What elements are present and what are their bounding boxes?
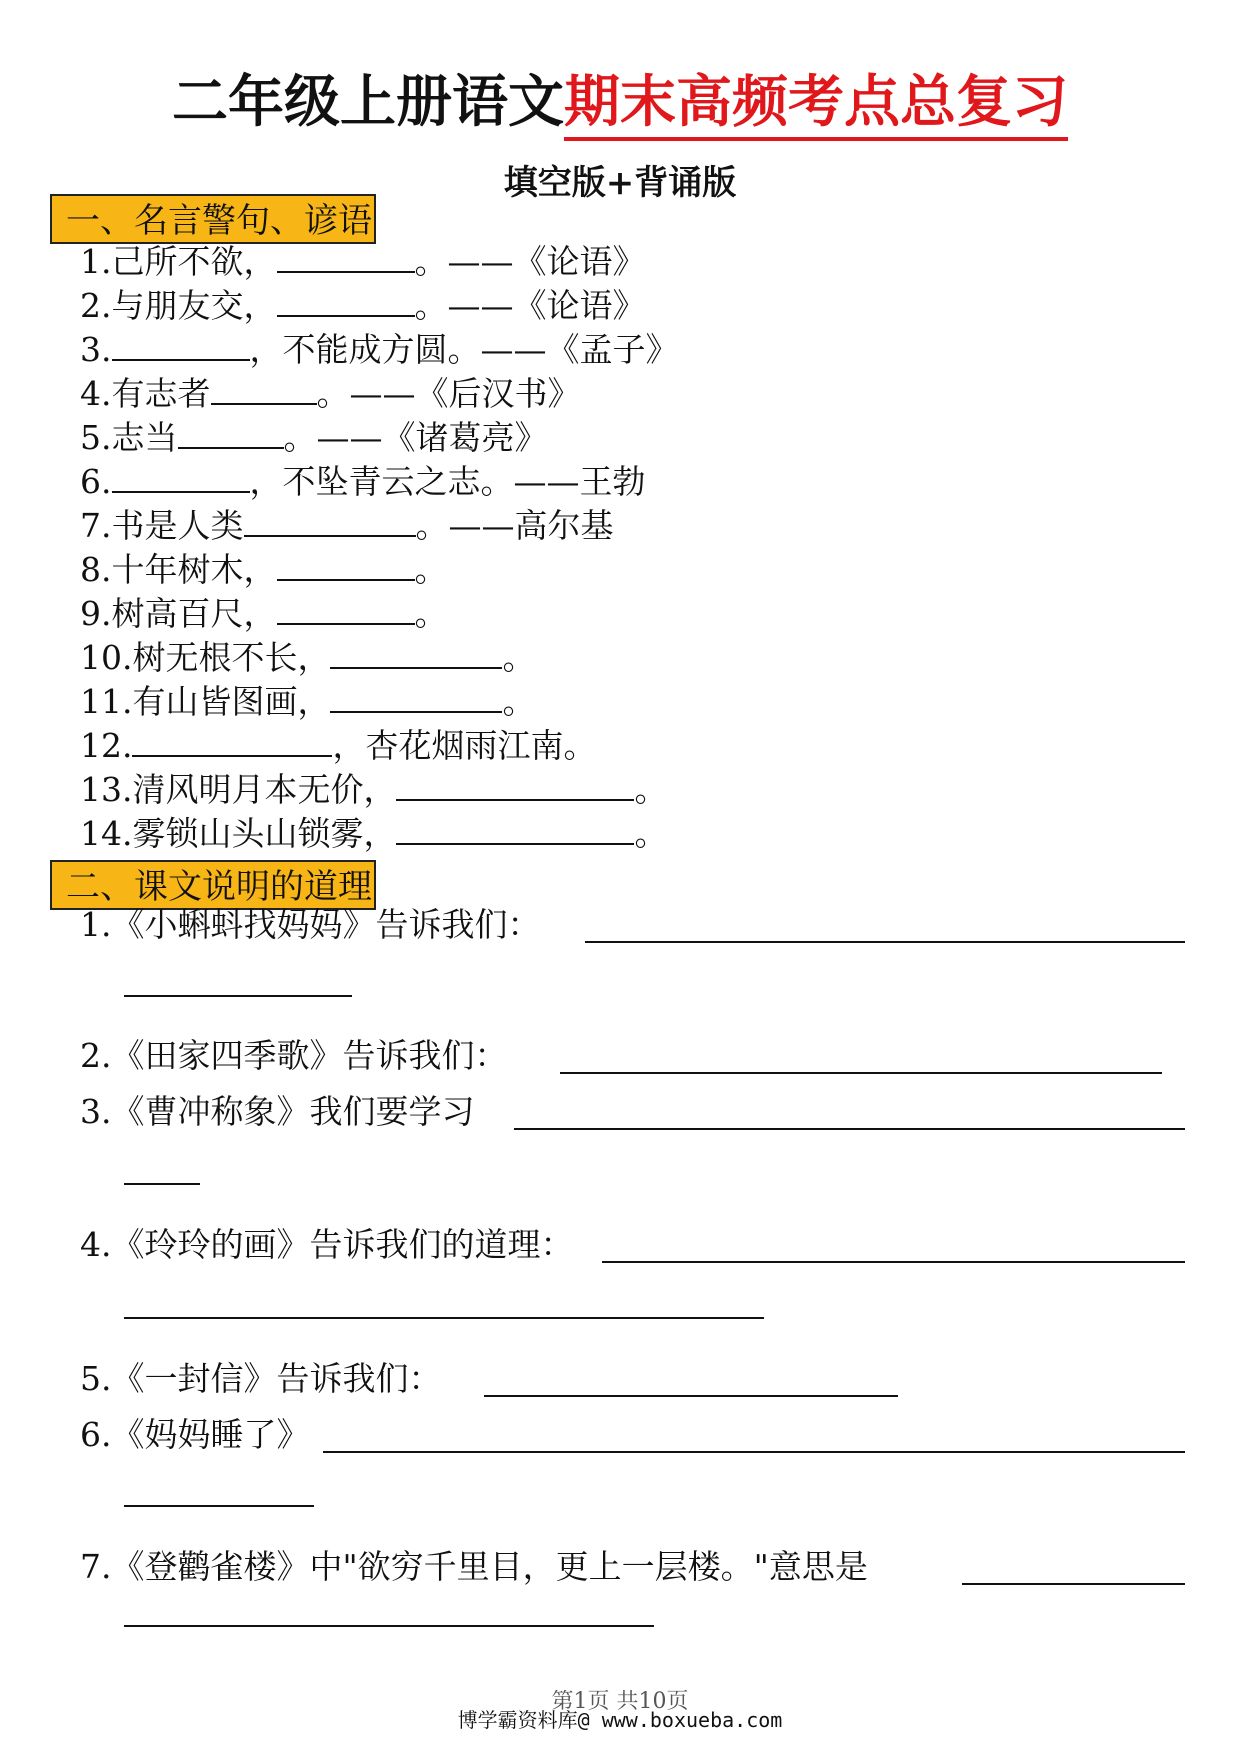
fill-in-item [80, 372, 581, 416]
answer-blank[interactable] [112, 329, 250, 361]
item-text: 9.树高百尺， [80, 594, 277, 633]
item-text: 。 [634, 814, 668, 853]
item-text: ，不坠青云之志。——王勃 [249, 462, 646, 501]
fill-in-item [80, 724, 596, 768]
answer-blank[interactable] [330, 637, 502, 669]
answer-line[interactable] [124, 1317, 764, 1319]
answer-blank[interactable] [277, 549, 415, 581]
lesson-item [80, 1545, 868, 1589]
lesson-item [80, 903, 541, 947]
source-watermark: 博学霸资料库@ www.boxueba.com [457, 1708, 783, 1732]
answer-blank[interactable] [277, 593, 415, 625]
lesson-item [80, 1223, 574, 1267]
item-text: 7.书是人类 [80, 506, 244, 545]
fill-in-item [80, 768, 667, 812]
item-text: 1.己所不欲， [80, 242, 277, 281]
fill-in-item [80, 284, 646, 328]
title-red: 期末高频考点总复习 [564, 70, 1068, 141]
answer-blank[interactable] [277, 241, 415, 273]
fill-in-item [80, 636, 535, 680]
item-text: 。——《论语》 [414, 242, 646, 281]
item-text: 4.有志者 [80, 374, 211, 413]
item-text: 3.《曹冲称象》我们要学习 [80, 1092, 475, 1131]
answer-line[interactable] [560, 1072, 1162, 1074]
item-text: 。 [502, 638, 536, 677]
item-text: 12. [80, 726, 133, 765]
item-text: 2.与朋友交， [80, 286, 277, 325]
item-text: 5.《一封信》告诉我们： [80, 1359, 442, 1398]
lesson-item [80, 1034, 508, 1078]
answer-line[interactable] [124, 1505, 314, 1507]
item-text: 3. [80, 330, 112, 369]
lesson-item [80, 1413, 310, 1457]
item-text: 6.《妈妈睡了》 [80, 1415, 310, 1454]
answer-blank[interactable] [277, 285, 415, 317]
item-text: 10.树无根不长， [80, 638, 331, 677]
item-text: 。 [414, 594, 448, 633]
fill-in-item [80, 240, 646, 284]
fill-in-item [80, 504, 614, 548]
answer-blank[interactable] [178, 417, 284, 449]
answer-blank[interactable] [211, 373, 317, 405]
item-text: ，杏花烟雨江南。 [332, 726, 597, 765]
fill-in-item [80, 328, 679, 372]
item-text: 7.《登鹳雀楼》中"欲穷千里目，更上一层楼。"意思是 [80, 1547, 868, 1586]
item-text: 6. [80, 462, 112, 501]
section-heading-proverbs: 一、名言警句、谚语 [50, 194, 376, 244]
answer-blank[interactable] [396, 813, 634, 845]
answer-blank[interactable] [330, 681, 502, 713]
lesson-item [80, 1357, 442, 1401]
item-text: 5.志当 [80, 418, 178, 457]
answer-blank[interactable] [112, 461, 250, 493]
answer-line[interactable] [585, 941, 1185, 943]
answer-line[interactable] [124, 995, 352, 997]
item-text: 14.雾锁山头山锁雾， [80, 814, 397, 853]
section-heading-lessons: 二、课文说明的道理 [50, 860, 376, 910]
answer-blank[interactable] [244, 505, 416, 537]
item-text: 11.有山皆图画， [80, 682, 331, 721]
item-text: 。——高尔基 [415, 506, 614, 545]
item-text: 。——《论语》 [414, 286, 646, 325]
item-text: 。——《诸葛亮》 [283, 418, 548, 457]
answer-blank[interactable] [396, 769, 634, 801]
item-text: 。 [414, 550, 448, 589]
item-text: 1.《小蝌蚪找妈妈》告诉我们： [80, 905, 541, 944]
item-text: 。 [634, 770, 668, 809]
item-text: 。 [502, 682, 536, 721]
fill-in-item [80, 592, 448, 636]
item-text: 13.清风明月本无价， [80, 770, 397, 809]
fill-in-item [80, 812, 667, 856]
item-text: 2.《田家四季歌》告诉我们： [80, 1036, 508, 1075]
page-title [0, 58, 1240, 148]
answer-line[interactable] [602, 1261, 1185, 1263]
answer-blank[interactable] [132, 725, 332, 757]
answer-line[interactable] [962, 1583, 1185, 1585]
answer-line[interactable] [323, 1451, 1185, 1453]
fill-in-item [80, 548, 448, 592]
page-number: 第1页 共10页 [551, 1690, 689, 1714]
fill-in-item [80, 416, 548, 460]
answer-line[interactable] [124, 1183, 200, 1185]
answer-line[interactable] [124, 1625, 654, 1627]
item-text: 。——《后汉书》 [316, 374, 581, 413]
item-text: 4.《玲玲的画》告诉我们的道理： [80, 1225, 574, 1264]
title-black: 二年级上册语文 [172, 70, 564, 135]
lesson-item [80, 1090, 475, 1134]
item-text: ，不能成方圆。——《孟子》 [249, 330, 679, 369]
item-text: 8.十年树木， [80, 550, 277, 589]
answer-line[interactable] [484, 1395, 898, 1397]
fill-in-item [80, 460, 646, 504]
answer-line[interactable] [514, 1128, 1185, 1130]
fill-in-item [80, 680, 535, 724]
page-subtitle: 填空版+背诵版 [503, 163, 737, 203]
